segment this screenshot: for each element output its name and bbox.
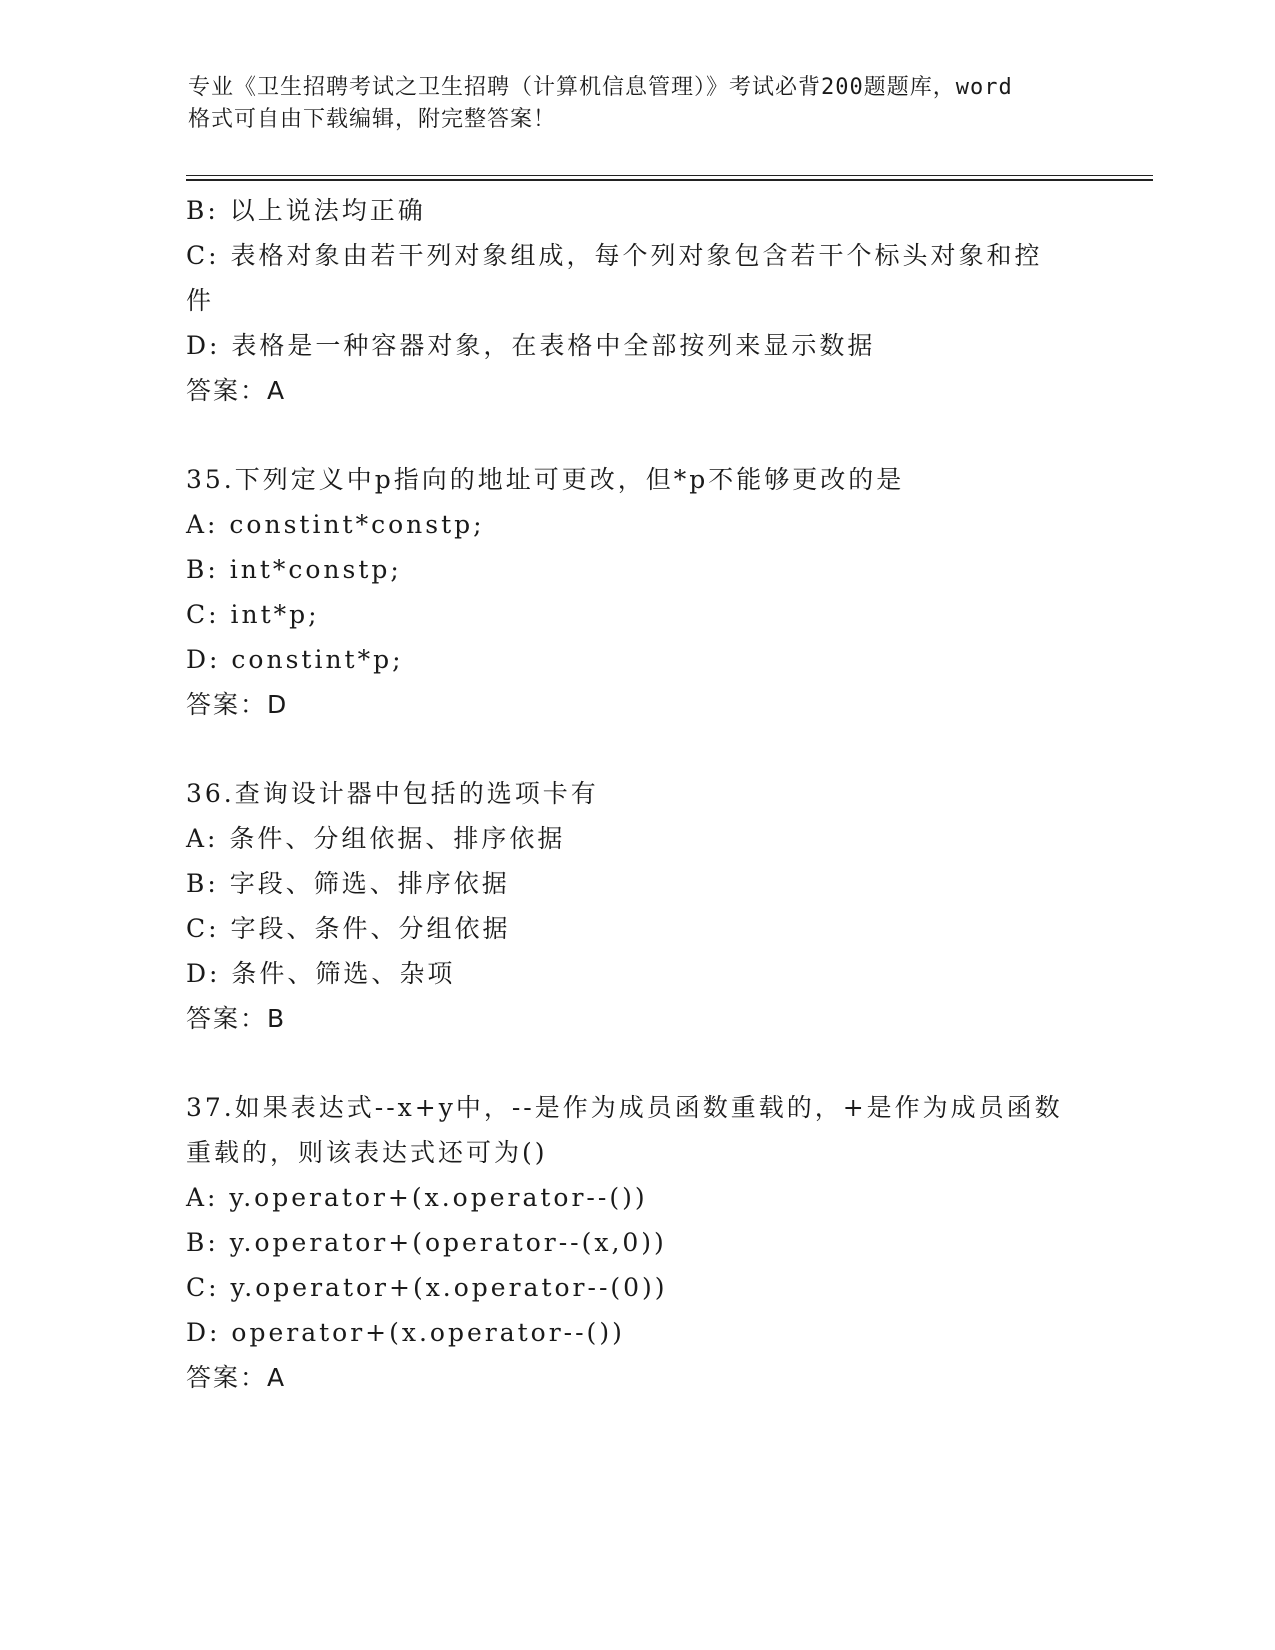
question-35-option-b: B: int*constp; [186, 555, 402, 584]
question-37-option-b: B: y.operator+(operator--(x,0)) [186, 1228, 667, 1257]
spacer [186, 1041, 1086, 1085]
question-36-text: 36.查询设计器中包括的选项卡有 [186, 779, 599, 808]
question-34-option-c-line-1: C: 表格对象由若干列对象组成，每个列对象包含若干个标头对象和控 [186, 241, 1043, 270]
question-35-answer: 答案：D [186, 690, 289, 719]
question-35-block [186, 457, 1086, 727]
question-37-option-d: D: operator+(x.operator--()) [186, 1318, 625, 1347]
question-34-option-d: D: 表格是一种容器对象，在表格中全部按列来显示数据 [186, 331, 876, 360]
question-35-option-a: A: constint*constp; [186, 510, 485, 539]
question-37-answer: 答案：A [186, 1363, 287, 1392]
question-37-text-line-1: 37.如果表达式--x+y中，--是作为成员函数重载的，+是作为成员函数 [186, 1093, 1063, 1122]
question-34-answer: 答案：A [186, 376, 287, 405]
header-divider-thin [186, 175, 1153, 176]
question-37-option-a: A: y.operator+(x.operator--()) [186, 1183, 648, 1212]
spacer [186, 413, 1086, 457]
document-header [188, 72, 1088, 136]
question-34-block [186, 188, 1086, 413]
question-34-option-b: B: 以上说法均正确 [186, 196, 426, 225]
question-36-option-d: D: 条件、筛选、杂项 [186, 959, 456, 988]
question-37-text-line-2: 重载的，则该表达式还可为() [186, 1138, 548, 1167]
question-36-option-c: C: 字段、条件、分组依据 [186, 914, 511, 943]
question-37-option-c: C: y.operator+(x.operator--(0)) [186, 1273, 668, 1302]
header-title-line-2: 格式可自由下载编辑，附完整答案！ [188, 107, 557, 132]
question-36-block [186, 771, 1086, 1041]
question-35-text: 35.下列定义中p指向的地址可更改，但*p不能够更改的是 [186, 465, 905, 494]
question-36-answer: 答案：B [186, 1004, 287, 1033]
question-36-option-a: A: 条件、分组依据、排序依据 [186, 824, 566, 853]
header-divider-thick [186, 179, 1153, 181]
question-35-option-c: C: int*p; [186, 600, 320, 629]
question-34-option-c-line-2: 件 [186, 286, 215, 315]
question-35-option-d: D: constint*p; [186, 645, 404, 674]
header-title-line-1: 专业《卫生招聘考试之卫生招聘（计算机信息管理）》考试必背200题题库，word [188, 75, 1013, 100]
question-list [186, 188, 1086, 1400]
spacer [186, 727, 1086, 771]
question-36-option-b: B: 字段、筛选、排序依据 [186, 869, 510, 898]
question-37-block [186, 1085, 1086, 1400]
